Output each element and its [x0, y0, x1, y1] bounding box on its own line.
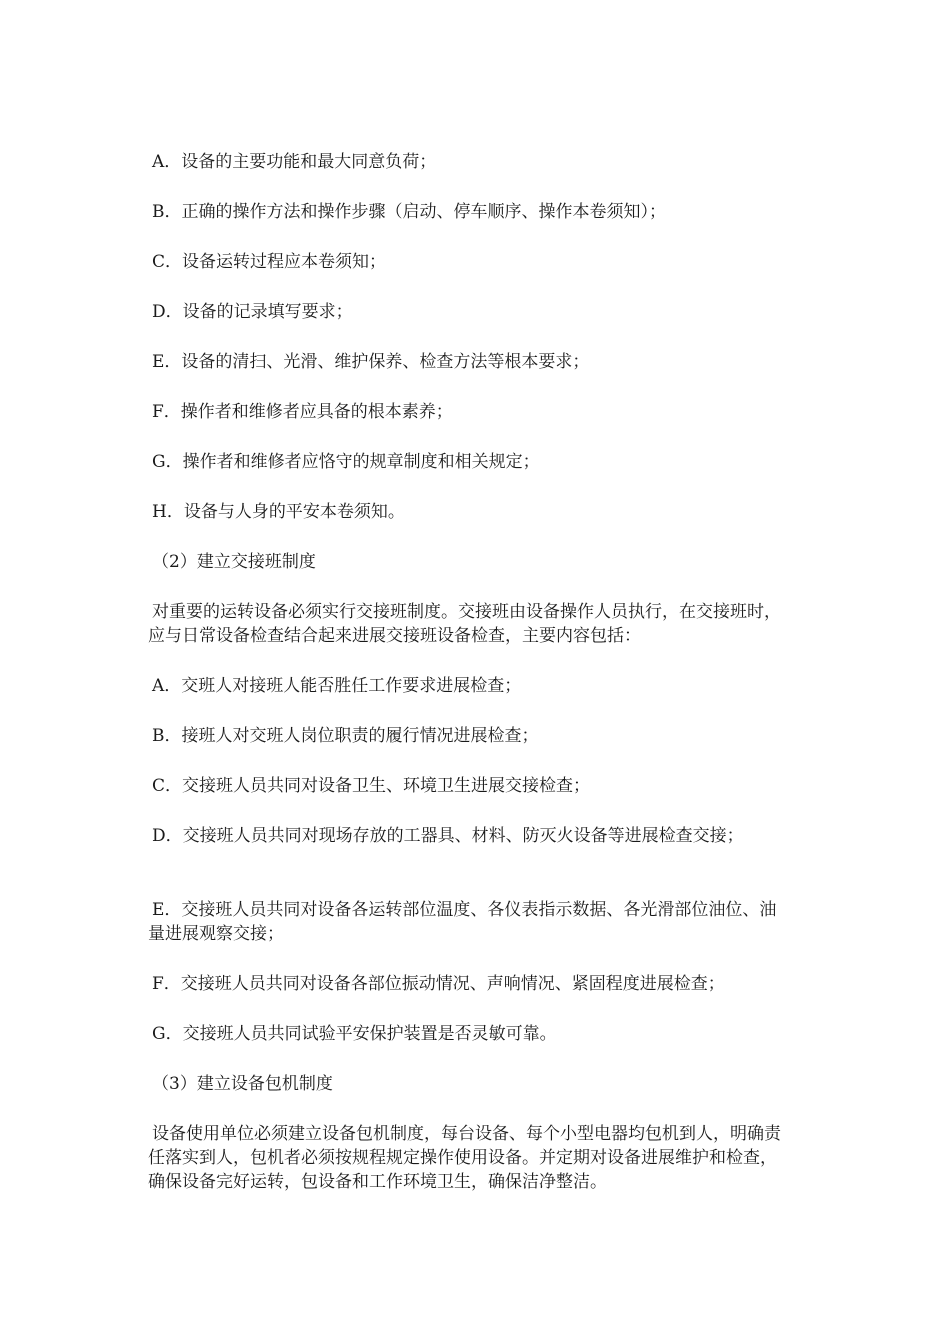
- section-heading-3: （3）建立设备包机制度: [152, 1074, 333, 1094]
- list-item: G．操作者和维修者应恪守的规章制度和相关规定；: [152, 452, 540, 472]
- list-item: C．设备运转过程应本卷须知；: [152, 252, 387, 272]
- list-item: G．交接班人员共同试验平安保护装置是否灵敏可靠。: [152, 1024, 557, 1044]
- list-item: E．交接班人员共同对设备各运转部位温度、各仪表指示数据、各光滑部位油位、油量进展观察交接；: [148, 900, 777, 944]
- list-item: F．操作者和维修者应具备的根本素养；: [152, 402, 453, 422]
- list-item: A．设备的主要功能和最大同意负荷；: [152, 152, 437, 172]
- list-item: D．设备的记录填写要求；: [152, 302, 353, 322]
- section-intro-3: 设备使用单位必须建立设备包机制度，每台设备、每个小型电器均包机到人，明确责任落实到人，包机者必须按规程规定操作使用设备。并定期对设备进展维护和检查，确保设备完好运转，包设备和工作环境卫生，确保洁净整洁。: [148, 1124, 781, 1192]
- list-item: F．交接班人员共同对设备各部位振动情况、声响情况、紧固程度进展检查；: [152, 974, 725, 994]
- list-item: D．交接班人员共同对现场存放的工器具、材料、防灭火设备等进展检查交接；: [152, 826, 744, 846]
- section-intro-2: 对重要的运转设备必须实行交接班制度。交接班由设备操作人员执行，在交接班时，应与日常设备检查结合起来进展交接班设备检查，主要内容包括：: [148, 602, 781, 646]
- list-item: A．交班人对接班人能否胜任工作要求进展检查；: [152, 676, 522, 696]
- list-item: E．设备的清扫、光滑、维护保养、检查方法等根本要求；: [152, 352, 590, 372]
- section-heading-2: （2）建立交接班制度: [152, 552, 316, 572]
- list-item: H．设备与人身的平安本卷须知。: [152, 502, 405, 522]
- list-item: C．交接班人员共同对设备卫生、环境卫生进展交接检查；: [152, 776, 591, 796]
- list-item: B．正确的操作方法和操作步骤（启动、停车顺序、操作本卷须知）；: [152, 202, 666, 222]
- list-item: B．接班人对交班人岗位职责的履行情况进展检查；: [152, 726, 539, 746]
